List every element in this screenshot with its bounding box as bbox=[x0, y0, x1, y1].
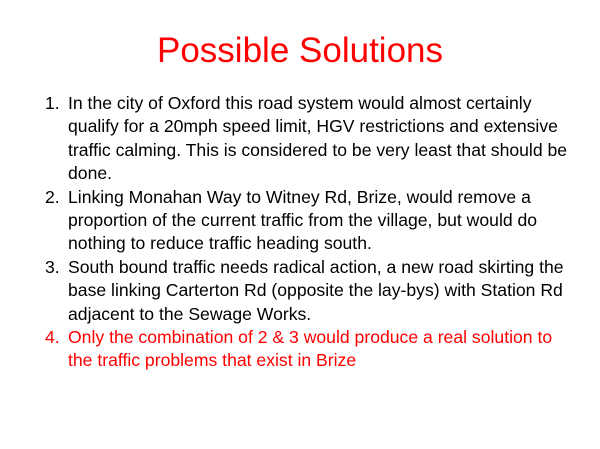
list-item-text: Linking Monahan Way to Witney Rd, Brize, would remove a proportion of the current traffic from the village, but would do nothing to reduce traffic heading south. bbox=[68, 186, 538, 254]
solutions-list bbox=[45, 92, 580, 373]
list-item-number: 2. bbox=[45, 186, 60, 207]
list-item-1 bbox=[45, 92, 580, 186]
list-item-text: In the city of Oxford this road system would almost certainly qualify for a 20mph speed limit, HGV restrictions and extensive traffic calming. This is considered to be very least that should be done. bbox=[68, 93, 568, 184]
list-item-text: South bound traffic needs radical action, a new road skirting the base linking Carterton Rd (opposite the lay-bys) with Station Rd adjacent to the Sewage Works. bbox=[68, 256, 564, 324]
list-item-number: 4. bbox=[45, 327, 60, 348]
list-item-number: 3. bbox=[45, 256, 60, 277]
list-item-number: 1. bbox=[45, 93, 60, 113]
list-item-text: Only the combination of 2 & 3 would produce a real solution to the traffic problems that exist in Brize bbox=[68, 327, 553, 371]
list-item-2 bbox=[45, 186, 580, 256]
list-item-4 bbox=[45, 326, 580, 373]
list-item-3 bbox=[45, 256, 580, 326]
slide-title: Possible Solutions bbox=[157, 31, 443, 70]
